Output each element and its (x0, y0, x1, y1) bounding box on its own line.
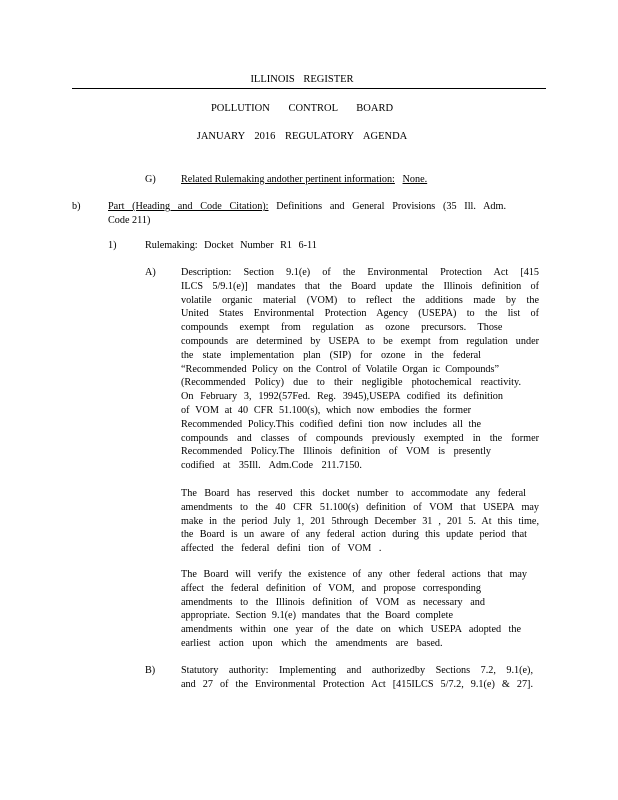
text-line: and 27 of the Environmental Protection Act [415ILCS 5/7.2, 9.1(e) & 27]. (181, 678, 533, 690)
text-line: compounds exempt from regulation as ozone precursors. Those (181, 322, 503, 334)
text-line: affect the federal definition of VOM, and propose corresponding (181, 582, 481, 594)
text-line: earliest action upon which the amendments are based. (181, 637, 443, 649)
rulemaking-label: 1) (108, 240, 117, 251)
item-g-text (181, 173, 463, 187)
text-line: volatile organic material (VOM) to reflect the additions made by the (181, 294, 539, 306)
text-line: United States Environmental Protection Agency (USEPA) to the list of (181, 308, 539, 320)
item-b-code: Code 211) (108, 214, 151, 226)
item-bb-label: B) (145, 665, 156, 676)
text-line: “Recommended Policy on the Control of Volatile Organ ic Compounds” (181, 363, 499, 375)
item-b-citation: Definitions and General Provisions (35 Ill. Adm. (276, 201, 506, 212)
text-line: the state implementation plan (SIP) for ozone in the federal (181, 349, 481, 361)
text-line: compounds are determined by USEPA to be exempt from regulation under (181, 335, 539, 347)
text-line: (Recommended Policy) due to their negligible photochemical reactivity. (181, 377, 521, 389)
text-line: Recommended Policy.This codified defini tion now includes all the (181, 418, 481, 430)
reserved-docket-paragraph (181, 487, 539, 556)
text-line: make in the period July 1, 201 5through December 31 , 201 5. At this time, (181, 515, 539, 527)
text-line: compounds and classes of compounds previously exempted in the former (181, 432, 539, 444)
item-g-label: G) (145, 174, 156, 185)
text-line: ILCS 5/9.1(e)] mandates that the Board update the Illinois definition of (181, 280, 539, 292)
item-g-value: None. (402, 174, 428, 185)
text-line: of VOM at 40 CFR 51.100(s), which now embodies the former (181, 404, 471, 416)
text-line: amendments to the Illinois definition of VOM as necessary and (181, 596, 485, 608)
text-line: amendments to the 40 CFR 51.100(s) definition of VOM that USEPA may (181, 501, 539, 513)
statutory-authority (181, 664, 533, 692)
header-divider (72, 88, 546, 89)
verification-paragraph (181, 568, 527, 651)
text-line: codified at 35Ill. Adm.Code 211.7150. (181, 460, 362, 472)
rulemaking-docket: Rulemaking: Docket Number R1 6-11 (145, 240, 317, 251)
agenda-title: JANUARY 2016 REGULATORY AGENDA (196, 131, 408, 142)
text-line: Recommended Policy.The Illinois definition of VOM is presently (181, 446, 491, 458)
agency-title: POLLUTION CONTROL BOARD (210, 103, 394, 114)
item-a-label: A) (145, 267, 156, 278)
text-line: affected the federal defini tion of VOM . (181, 543, 382, 555)
text-line: appropriate. Section 9.1(e) mandates that the Board complete (181, 610, 453, 622)
text-line: the Board is un aware of any federal action during this update period that (181, 529, 527, 541)
item-g-heading: Related Rulemaking andother pertinent information: (181, 174, 395, 185)
item-b-heading: Part (Heading and Code Citation): (108, 201, 269, 212)
text-line: Description: Section 9.1(e) of the Environmental Protection Act [415 (181, 267, 539, 278)
description-paragraph (181, 266, 539, 473)
text-line: The Board will verify the existence of any other federal actions that may (181, 569, 527, 580)
item-b-text (108, 200, 506, 228)
text-line: The Board has reserved this docket number to accommodate any federal (181, 488, 526, 499)
text-line: amendments within one year of the date on which USEPA adopted the (181, 624, 521, 636)
register-title: ILLINOIS REGISTER (250, 74, 354, 85)
text-line: On February 3, 1992(57Fed. Reg. 3945),USEPA codified its definition (181, 391, 503, 403)
item-b-label: b) (72, 201, 81, 212)
text-line: Statutory authority: Implementing and authorizedby Sections 7.2, 9.1(e), (181, 665, 533, 676)
